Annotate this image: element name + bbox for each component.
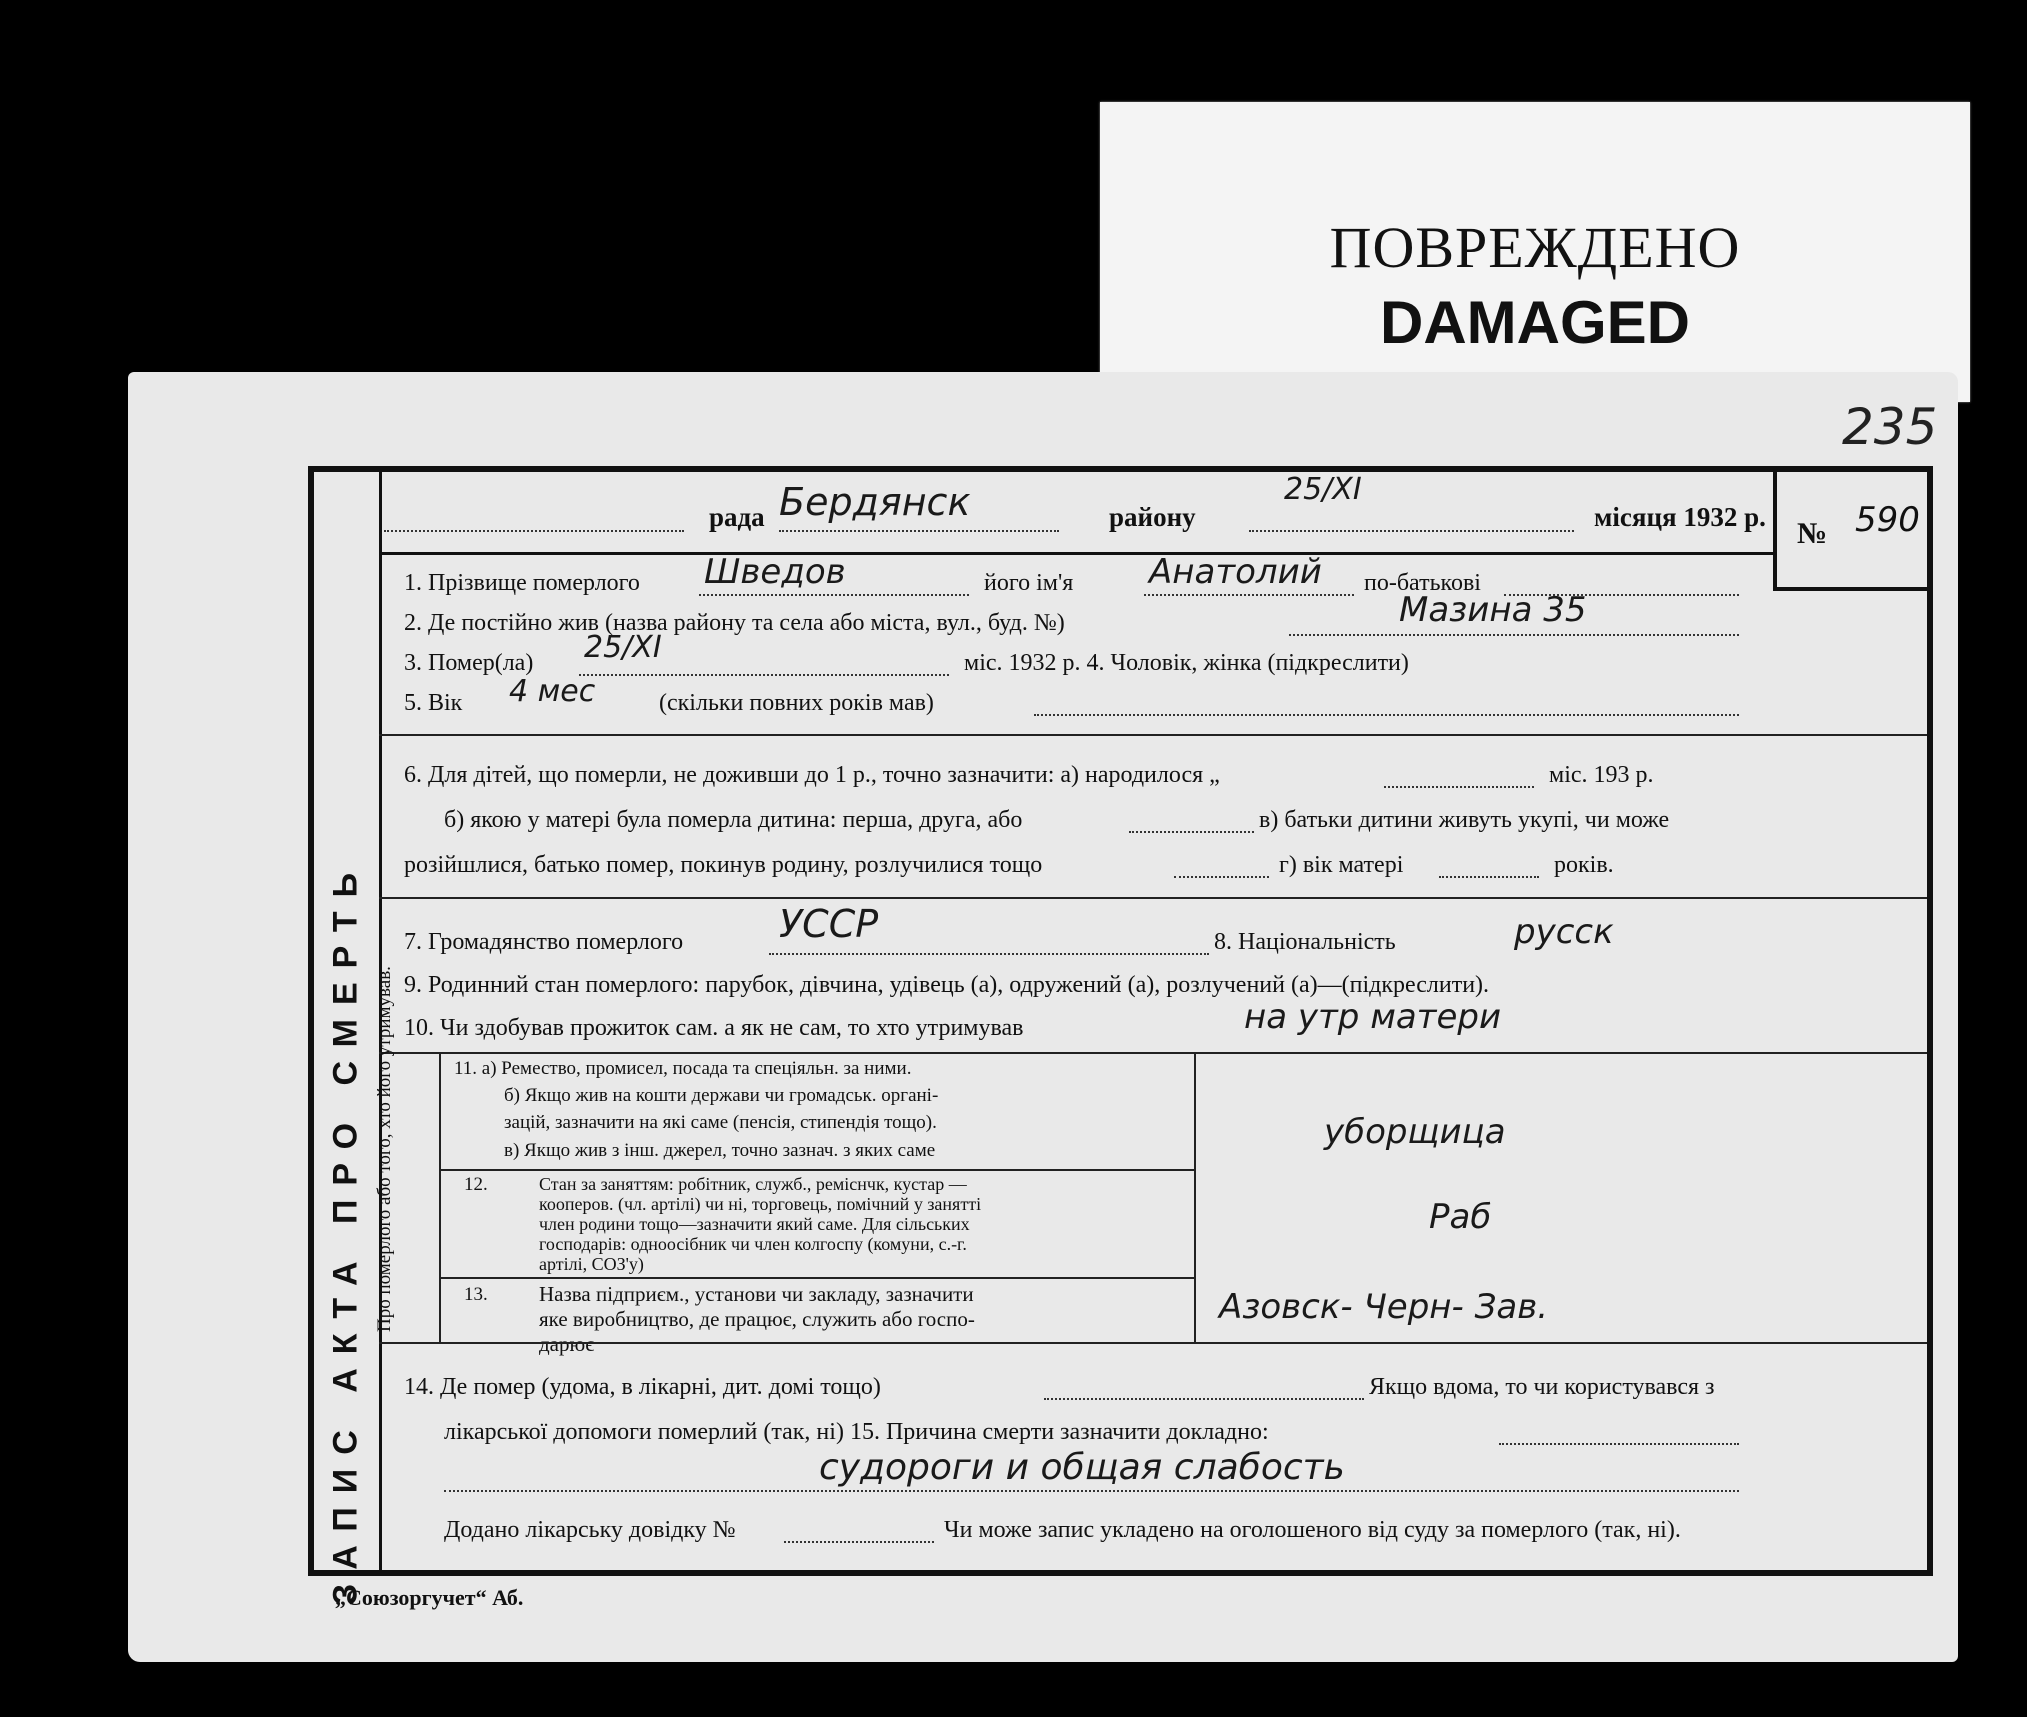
field-died-label: 3. Помер(ла)	[404, 650, 534, 676]
field-13-num: 13.	[464, 1284, 488, 1305]
field-age-hint: (скільки повних років мав)	[659, 690, 934, 716]
field-13-value: Азовск- Черн- Зав.	[1219, 1287, 1549, 1327]
field-child-c: в) батьки дитини живуть укупі, чи може	[1259, 807, 1670, 833]
number-label: №	[1797, 517, 1828, 550]
record-number: 590	[1855, 500, 1920, 540]
field-12-5: артілі, СОЗ'у)	[539, 1254, 644, 1274]
field-12-1: Стан за заняттям: робітник, служб., реміснчк, кустар —	[539, 1174, 967, 1194]
field-name-label: його ім'я	[984, 570, 1074, 596]
field-13-1: Назва підприєм., установи чи закладу, зазначити	[539, 1282, 974, 1306]
form-title: ЗАПИС АКТА ПРО СМЕРТЬ	[326, 858, 365, 1606]
field-13-2: яке виробництво, де працює, служить або госпо-	[539, 1307, 975, 1331]
field-mother-age-unit: років.	[1554, 852, 1614, 878]
field-name-value: Анатолий	[1149, 552, 1322, 592]
field-age-label: 5. Вік	[404, 690, 463, 716]
field-court-declared: Чи може запис укладено на оголошеного від суду за померлого (так, ні).	[944, 1517, 1681, 1543]
field-support-value: на утр матери	[1244, 997, 1502, 1037]
field-residence-value: Мазина 35	[1399, 590, 1587, 630]
field-nationality-label: 8. Національність	[1214, 929, 1396, 955]
field-patronymic-label: по-батькові	[1364, 570, 1481, 596]
field-child-a: 6. Для дітей, що померли, не доживши до 1 р., точно зазначити: а) народилося „	[404, 762, 1220, 788]
field-11-b: б) Якщо жив на кошти держави чи громадськ. органі-	[504, 1085, 939, 1106]
field-cause-value: судороги и общая слабость	[819, 1447, 1345, 1488]
field-11-value: уборщица	[1324, 1112, 1506, 1152]
record-number-box	[1773, 472, 1927, 591]
stamp-ru: ПОВРЕЖДЕНО	[1329, 215, 1741, 280]
archive-number: 235	[1842, 398, 1938, 456]
month-year: місяця 1932 р.	[1594, 502, 1766, 532]
field-12-3: член родини тощо—зазначити який саме. Для сільських	[539, 1214, 970, 1234]
field-child-a-month: міс. 193 р.	[1549, 762, 1654, 788]
rada-label: рада	[709, 502, 765, 532]
field-child-separated: розійшлися, батько помер, покинув родину, розлучилися тощо	[404, 852, 1043, 878]
field-surname-label: 1. Прізвище померлого	[404, 570, 640, 596]
field-11-b2: зацій, зазначити на які саме (пенсія, стипендія тощо).	[504, 1112, 937, 1133]
printer-imprint: „Союзоргучет“ Аб.	[335, 1585, 524, 1610]
raion-label: району	[1109, 502, 1196, 532]
damaged-stamp	[1100, 102, 1970, 402]
side-column	[314, 472, 382, 1606]
date-value: 25/XI	[1284, 472, 1362, 507]
field-citizenship-label: 7. Громадянство померлого	[404, 929, 684, 955]
field-residence-label: 2. Де постійно жив (назва району та села або міста, вул., буд. №)	[404, 610, 1065, 636]
side-note: Про померлого або того, хто його утримував.	[374, 966, 395, 1332]
field-cause-label: лікарської допомоги померлий (так, ні) 15. Причина смерти зазначити докладно:	[444, 1419, 1269, 1445]
field-support-label: 10. Чи здобував прожиток сам. а як не сам, то хто утримував	[404, 1015, 1024, 1041]
field-nationality-value: русск	[1514, 912, 1614, 952]
field-place-of-death: 14. Де помер (удома, в лікарні, дит. домі тощо)	[404, 1374, 881, 1400]
field-12-2: кооперов. (чл. артілі) чи ні, торговець, помічний у занятті	[539, 1194, 982, 1214]
field-child-b: б) якою у матері була померла дитина: перша, друга, або	[444, 807, 1023, 833]
field-age-value: 4 мес	[509, 674, 596, 709]
field-12-4: господарів: одноосібник чи член колгоспу (комуни, с.-г.	[539, 1234, 967, 1254]
field-11-c: в) Якщо жив з інш. джерел, точно зазнач. з яких саме	[504, 1140, 936, 1161]
field-11-a: 11. а) Ремество, промисел, посада та спеціяльн. за ними.	[454, 1058, 912, 1079]
rada-value: Бердянск	[779, 480, 971, 524]
field-12-num: 12.	[464, 1174, 488, 1195]
stamp-en: DAMAGED	[1380, 289, 1690, 356]
field-13-3: дарює	[539, 1332, 595, 1356]
field-surname-value: Шведов	[704, 552, 846, 592]
field-died-rest: міс. 1932 р. 4. Чоловік, жінка (підкреслити)	[964, 650, 1409, 676]
field-at-home: Якщо вдома, то чи користувався з	[1369, 1374, 1715, 1400]
field-died-date: 25/XI	[584, 630, 662, 665]
field-medical-cert: Додано лікарську довідку №	[444, 1517, 736, 1543]
field-12-value: Раб	[1429, 1197, 1492, 1237]
field-mother-age: г) вік матері	[1279, 852, 1404, 878]
form-header	[379, 472, 1927, 555]
field-citizenship-value: УССР	[779, 902, 879, 946]
field-marital-status: 9. Родинний стан померлого: парубок, дівчина, удівець (а), одружений (а), розлучений (а)—(підкреслити).	[404, 972, 1490, 998]
